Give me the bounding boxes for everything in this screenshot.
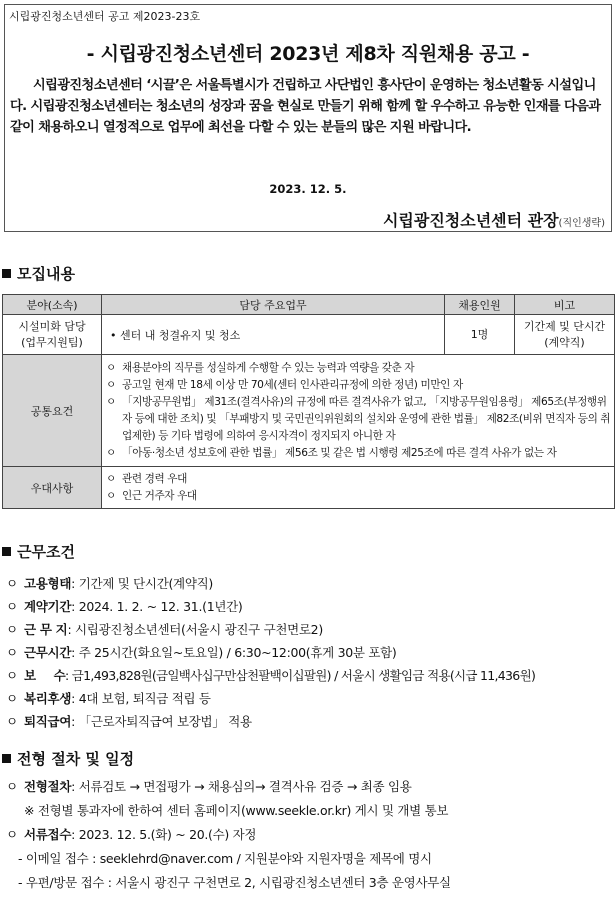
list-item bbox=[2, 663, 614, 686]
circle-bullet-icon: ㅇ bbox=[6, 667, 18, 683]
recruit-table-header bbox=[3, 295, 615, 315]
circle-bullet-icon: ㅇ bbox=[106, 472, 116, 485]
requirement-text: 「아동·청소년 성보호에 관한 법률」 제56조 및 같은 법 시행령 제25조에 따른 결격 사유가 없는 자 bbox=[122, 446, 557, 459]
procedure-note: ※ 전형별 통과자에 한하여 센터 홈페이지(www.seekle.or.kr) 게시 및 개별 통보 bbox=[24, 803, 449, 818]
condition-label: 근 무 지 bbox=[24, 621, 68, 637]
list-item bbox=[106, 445, 611, 462]
procedure-steps-value: : 서류검토 → 면접평가 → 채용심의→ 결격사유 검증 → 최종 임용 bbox=[71, 779, 412, 794]
circle-bullet-icon: ㅇ bbox=[106, 446, 116, 459]
list-item bbox=[106, 471, 611, 488]
section-procedure-heading bbox=[2, 748, 134, 769]
square-bullet-icon bbox=[2, 269, 11, 278]
common-requirements bbox=[102, 355, 615, 467]
circle-bullet-icon: ㅇ bbox=[6, 690, 18, 706]
condition-value: : 기간제 및 단시간(계약직) bbox=[71, 575, 213, 591]
list-item bbox=[2, 686, 614, 709]
list-item bbox=[2, 640, 614, 663]
cell-field bbox=[3, 315, 102, 355]
condition-label: 보 수 bbox=[24, 667, 66, 683]
procedure-steps-label: 전형절차 bbox=[24, 779, 72, 794]
requirement-text: 공고일 현재 만 18세 이상 만 70세(센터 인사관리규정에 의한 정년) 미만인 자 bbox=[122, 378, 463, 391]
requirement-text: 「지방공무원법」 제31조(결격사유)의 규정에 따른 결격사유가 없고, 「지방공무원임용령」 제65조(부정행위자 등에 대한 조치) 및 「부패방지 및 국민권익위원회의 설치와 운영에 관한 법률」 제82조(비위 면직자 등의 취업제한) 등 기타 법령에 의하여 응시자격이 정지되지 아니한 자 bbox=[122, 395, 611, 442]
list-item bbox=[106, 377, 611, 394]
section-recruit-title: 모집내용 bbox=[17, 265, 75, 283]
field-name: 시설미화 담당 bbox=[18, 319, 86, 333]
square-bullet-icon bbox=[2, 754, 11, 763]
receipt-value: : 2023. 12. 5.(화) ~ 20.(수) 자정 bbox=[71, 827, 257, 842]
list-item bbox=[2, 774, 614, 798]
field-team: (업무지원팀) bbox=[21, 335, 83, 349]
circle-bullet-icon: ㅇ bbox=[106, 378, 116, 391]
condition-label: 근무시간 bbox=[24, 644, 72, 660]
notice-reference: 시립광진청소년센터 공고 제2023-23호 bbox=[9, 10, 201, 23]
conditions-list bbox=[2, 571, 614, 732]
col-header-note: 비고 bbox=[515, 295, 615, 315]
cell-duty: • 센터 내 청결유지 및 청소 bbox=[102, 315, 445, 355]
notice-box bbox=[4, 4, 612, 232]
circle-bullet-icon: ㅇ bbox=[106, 395, 116, 408]
list-item bbox=[106, 394, 611, 445]
requirement-text: 채용분야의 직무를 성실하게 수행할 수 있는 능력과 역량을 갖춘 자 bbox=[122, 361, 415, 374]
signer-name: 시립광진청소년센터 관장 bbox=[382, 211, 559, 230]
section-recruit-heading bbox=[2, 263, 75, 284]
condition-label: 퇴직급여 bbox=[24, 713, 72, 729]
condition-value: : 「근로자퇴직급여 보장법」 적용 bbox=[71, 713, 252, 729]
condition-value: : 금1,493,828원(금일백사십구만삼천팔백이십팔원) / 서울시 생활임금 적용(시급 11,436원) bbox=[65, 667, 536, 683]
circle-bullet-icon: ㅇ bbox=[6, 779, 18, 794]
notice-signer bbox=[383, 208, 605, 231]
preferred-text: 인근 거주자 우대 bbox=[122, 489, 197, 502]
cell-note bbox=[515, 315, 615, 355]
circle-bullet-icon: ㅇ bbox=[6, 598, 18, 614]
procedure-list bbox=[2, 774, 614, 894]
circle-bullet-icon: ㅇ bbox=[106, 489, 116, 502]
receipt-label: 서류접수 bbox=[24, 827, 72, 842]
notice-date: 2023. 12. 5. bbox=[269, 182, 347, 196]
circle-bullet-icon: ㅇ bbox=[6, 713, 18, 729]
col-header-field: 분야(소속) bbox=[3, 295, 102, 315]
section-conditions-title: 근무조건 bbox=[17, 543, 75, 561]
circle-bullet-icon: ㅇ bbox=[106, 361, 116, 374]
circle-bullet-icon: ㅇ bbox=[6, 621, 18, 637]
visit-receipt: - 우편/방문 접수 : 서울시 광진구 구천면로 2, 시립광진청소년센터 3층 운영사무실 bbox=[18, 875, 451, 890]
preferred-label: 우대사항 bbox=[3, 467, 102, 509]
list-item bbox=[2, 571, 614, 594]
list-item bbox=[2, 822, 614, 846]
list-item bbox=[2, 594, 614, 617]
circle-bullet-icon: ㅇ bbox=[6, 644, 18, 660]
note-line: 기간제 및 단시간 bbox=[523, 319, 606, 333]
table-row bbox=[3, 315, 615, 355]
circle-bullet-icon: ㅇ bbox=[6, 575, 18, 591]
seal-note: (직인생략) bbox=[558, 218, 605, 229]
list-item bbox=[106, 360, 611, 377]
notice-title: - 시립광진청소년센터 2023년 제8차 직원채용 공고 - bbox=[86, 43, 530, 65]
list-item bbox=[106, 488, 611, 505]
section-procedure-title: 전형 절차 및 일정 bbox=[17, 750, 135, 768]
circle-bullet-icon: ㅇ bbox=[6, 827, 18, 842]
condition-value: : 2024. 1. 2. ~ 12. 31.(1년간) bbox=[71, 598, 243, 614]
cell-count: 1명 bbox=[445, 315, 515, 355]
condition-value: : 시립광진청소년센터(서울시 광진구 구천면로2) bbox=[67, 621, 323, 637]
note-line: (계약직) bbox=[544, 335, 585, 349]
email-receipt: - 이메일 접수 : seeklehrd@naver.com / 지원분야와 지원자명을 제목에 명시 bbox=[18, 851, 432, 866]
condition-label: 고용형태 bbox=[24, 575, 72, 591]
preferred-items bbox=[102, 467, 615, 509]
notice-intro: 시립광진청소년센터 ‘시끌’은 서울특별시가 건립하고 사단법인 흥사단이 운영하는 청소년활동 시설입니다. 시립광진청소년센터는 청소년의 성장과 꿈을 현실로 만들기 위해 함께 할 우수하고 유능한 인재를 다음과 같이 채용하오니 열정적으로 업무에 최선을 다할 수 있는 분들의 많은 지원 바랍니다. bbox=[10, 78, 601, 135]
table-row-preferred bbox=[3, 467, 615, 509]
condition-value: : 4대 보험, 퇴직금 적립 등 bbox=[71, 690, 211, 706]
condition-label: 계약기간 bbox=[24, 598, 72, 614]
recruit-table bbox=[2, 294, 615, 509]
common-label: 공통요건 bbox=[3, 355, 102, 467]
col-header-duty: 담당 주요업무 bbox=[102, 295, 445, 315]
list-item bbox=[2, 709, 614, 732]
col-header-count: 채용인원 bbox=[445, 295, 515, 315]
condition-label: 복리후생 bbox=[24, 690, 72, 706]
table-row-common bbox=[3, 355, 615, 467]
square-bullet-icon bbox=[2, 547, 11, 556]
preferred-text: 관련 경력 우대 bbox=[122, 472, 187, 485]
section-conditions-heading bbox=[2, 541, 75, 562]
condition-value: : 주 25시간(화요일~토요일) / 6:30~12:00(휴게 30분 포함) bbox=[71, 644, 397, 660]
list-item bbox=[2, 617, 614, 640]
